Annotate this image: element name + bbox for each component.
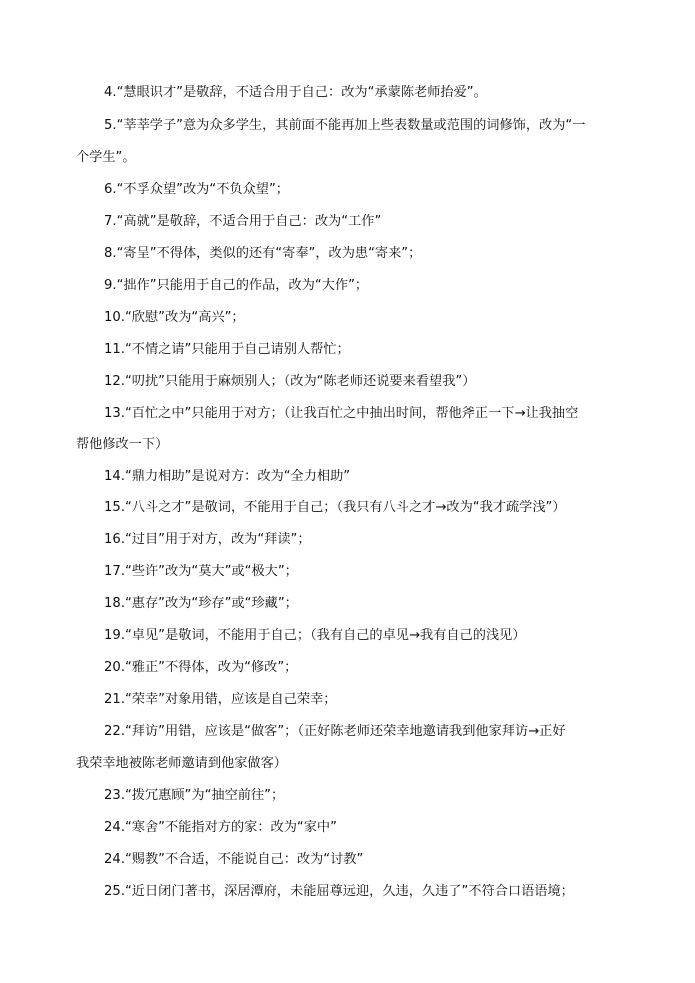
item-22-line-2: 我荣幸地被陈老师邀请到他家做客） <box>76 756 287 771</box>
item-20-line-1: 20.“雅正”不得体，改为“修改”； <box>104 660 298 675</box>
item-15-line-1: 15.“八斗之才”是敬词，不能用于自己；（我只有八斗之才→改为“我才疏学浅”） <box>104 500 566 515</box>
item-5-line-2: 个学生”。 <box>76 150 136 165</box>
item-13-line-1: 13.“百忙之中”只能用于对方；（让我百忙之中抽出时间，帮他斧正一下→让我抽空 <box>104 406 579 421</box>
item-22-line-1: 22.“拜访”用错，应该是“做客”；（正好陈老师还荣幸地邀请我到他家拜访→正好 <box>104 724 566 739</box>
item-14-line-1: 14.“鼎力相助”是说对方：改为“全力相助” <box>104 469 351 484</box>
item-18-line-1: 18.“惠存”改为“珍存”或“珍藏”； <box>104 596 298 611</box>
item-17-line-1: 17.“些许”改为“莫大”或“极大”； <box>104 564 298 579</box>
item-9-line-1: 9.“拙作”只能用于自己的作品，改为“大作”； <box>104 278 369 293</box>
item-10-line-1: 10.“欣慰”改为“高兴”； <box>104 310 245 325</box>
item-12-line-1: 12.“叨扰”只能用于麻烦别人；（改为“陈老师还说要来看望我”） <box>104 374 476 389</box>
item-19-line-1: 19.“卓见”是敬词，不能用于自己；（我有自己的卓见→我有自己的浅见） <box>104 628 526 643</box>
item-24b-line-1: 24.“赐教”不合适，不能说自己：改为“讨教” <box>104 852 364 867</box>
item-24a-line-1: 24.“寒舍”不能指对方的家：改为“家中” <box>104 820 337 835</box>
item-16-line-1: 16.“过目”用于对方，改为“拜读”； <box>104 532 311 547</box>
item-11-line-1: 11.“不情之请”只能用于自己请别人帮忙； <box>104 342 350 357</box>
item-6-line-1: 6.“不孚众望”改为“不负众望”； <box>104 182 289 197</box>
item-5-line-1: 5.“莘莘学子”意为众多学生，其前面不能再加上些表数量或范围的词修饰，改为“一 <box>104 118 586 133</box>
item-23-line-1: 23.“拨冗惠顾”为“抽空前往”； <box>104 788 285 803</box>
item-13-line-2: 帮他修改一下） <box>76 437 169 452</box>
item-8-line-1: 8.“寄呈”不得体，类似的还有“寄奉”，改为患“寄来”； <box>104 246 422 261</box>
item-7-line-1: 7.“高就”是敬辞，不适合用于自己：改为“工作” <box>104 214 382 229</box>
item-21-line-1: 21.“荣幸”对象用错，应该是自己荣幸； <box>104 692 337 707</box>
item-4-line-1: 4.“慧眼识才”是敬辞，不适合用于自己：改为“承蒙陈老师抬爱”。 <box>104 85 487 100</box>
item-25-line-1: 25.“近日闭门著书，深居潭府，未能屈尊远迎，久违，久违了”不符合口语语境； <box>104 884 574 899</box>
